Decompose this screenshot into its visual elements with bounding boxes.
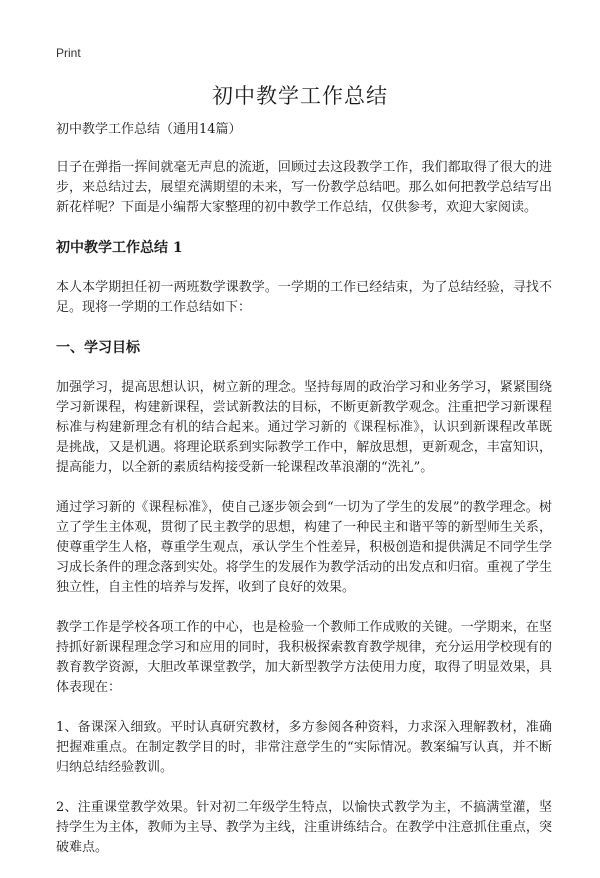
list-item-paragraph: 2、注重课堂教学效果。针对初二年级学生特点，以愉快式教学为主，不搞满堂灌，坚持学生为主体，教师为主导、教学为主线，注重讲练结合。在教学中注意抓住重点，突破难点。 (56, 800, 552, 855)
document-body (56, 120, 552, 878)
body-paragraph: 加强学习，提高思想认识，树立新的理念。坚持每周的政治学习和业务学习，紧紧围绕学习新课程，构建新课程，尝试新教法的目标，不断更新教学观念。注重把学习新课程标准与构建新理念有机的结合起来。通过学习新的《课程标准》，认识到新课程改革既是挑战，又是机遇。将理论联系到实际教学工作中，解放思想，更新观念，丰富知识，提高能力，以全新的素质结构接受新一轮课程改革浪潮的“洗礼”。 (56, 380, 552, 475)
section-heading: 初中教学工作总结 1 (56, 240, 183, 256)
document-subtitle: 初中教学工作总结（通用14篇） (56, 122, 242, 137)
print-link[interactable]: Print (56, 46, 81, 60)
intro-paragraph: 日子在弹指一挥间就毫无声息的流逝，回顾过去这段教学工作，我们都取得了很大的进步，来总结过去，展望充满期望的未来，写一份教学总结吧。那么如何把教学总结写出新花样呢？下面是小编帮大家整理的初中教学工作总结，仅供参考，欢迎大家阅读。 (56, 160, 552, 215)
document-title: 初中教学工作总结 (212, 84, 388, 108)
section-intro-paragraph: 本人本学期担任初一两班数学课教学。一学期的工作已经结束，为了总结经验，寻找不足。现将一学期的工作总结如下： (56, 280, 552, 315)
body-paragraph: 通过学习新的《课程标准》，使自己逐步领会到“一切为了学生的发展”的教学理念。树立了学生主体观，贯彻了民主教学的思想，构建了一种民主和谐平等的新型师生关系，使尊重学生人格，尊重学生观点，承认学生个性差异，积极创造和提供满足不同学生学习成长条件的理念落到实处。将学生的发展作为教学活动的出发点和归宿。重视了学生独立性，自主性的培养与发挥，收到了良好的效果。 (56, 500, 552, 595)
subsection-heading: 一、学习目标 (56, 340, 140, 356)
body-paragraph: 教学工作是学校各项工作的中心，也是检验一个教师工作成败的关键。一学期来，在坚持抓好新课程理念学习和应用的同时，我积极探索教育教学规律，充分运用学校现有的教育教学资源，大胆改革课堂教学，加大新型教学方法使用力度，取得了明显效果，具体表现在： (56, 620, 552, 695)
list-item-paragraph: 1、备课深入细致。平时认真研究教材，多方参阅各种资料，力求深入理解教材，准确把握难重点。在制定教学目的时，非常注意学生的“实际情况。教案编写认真，并不断归纳总结经验教训。 (56, 720, 552, 775)
